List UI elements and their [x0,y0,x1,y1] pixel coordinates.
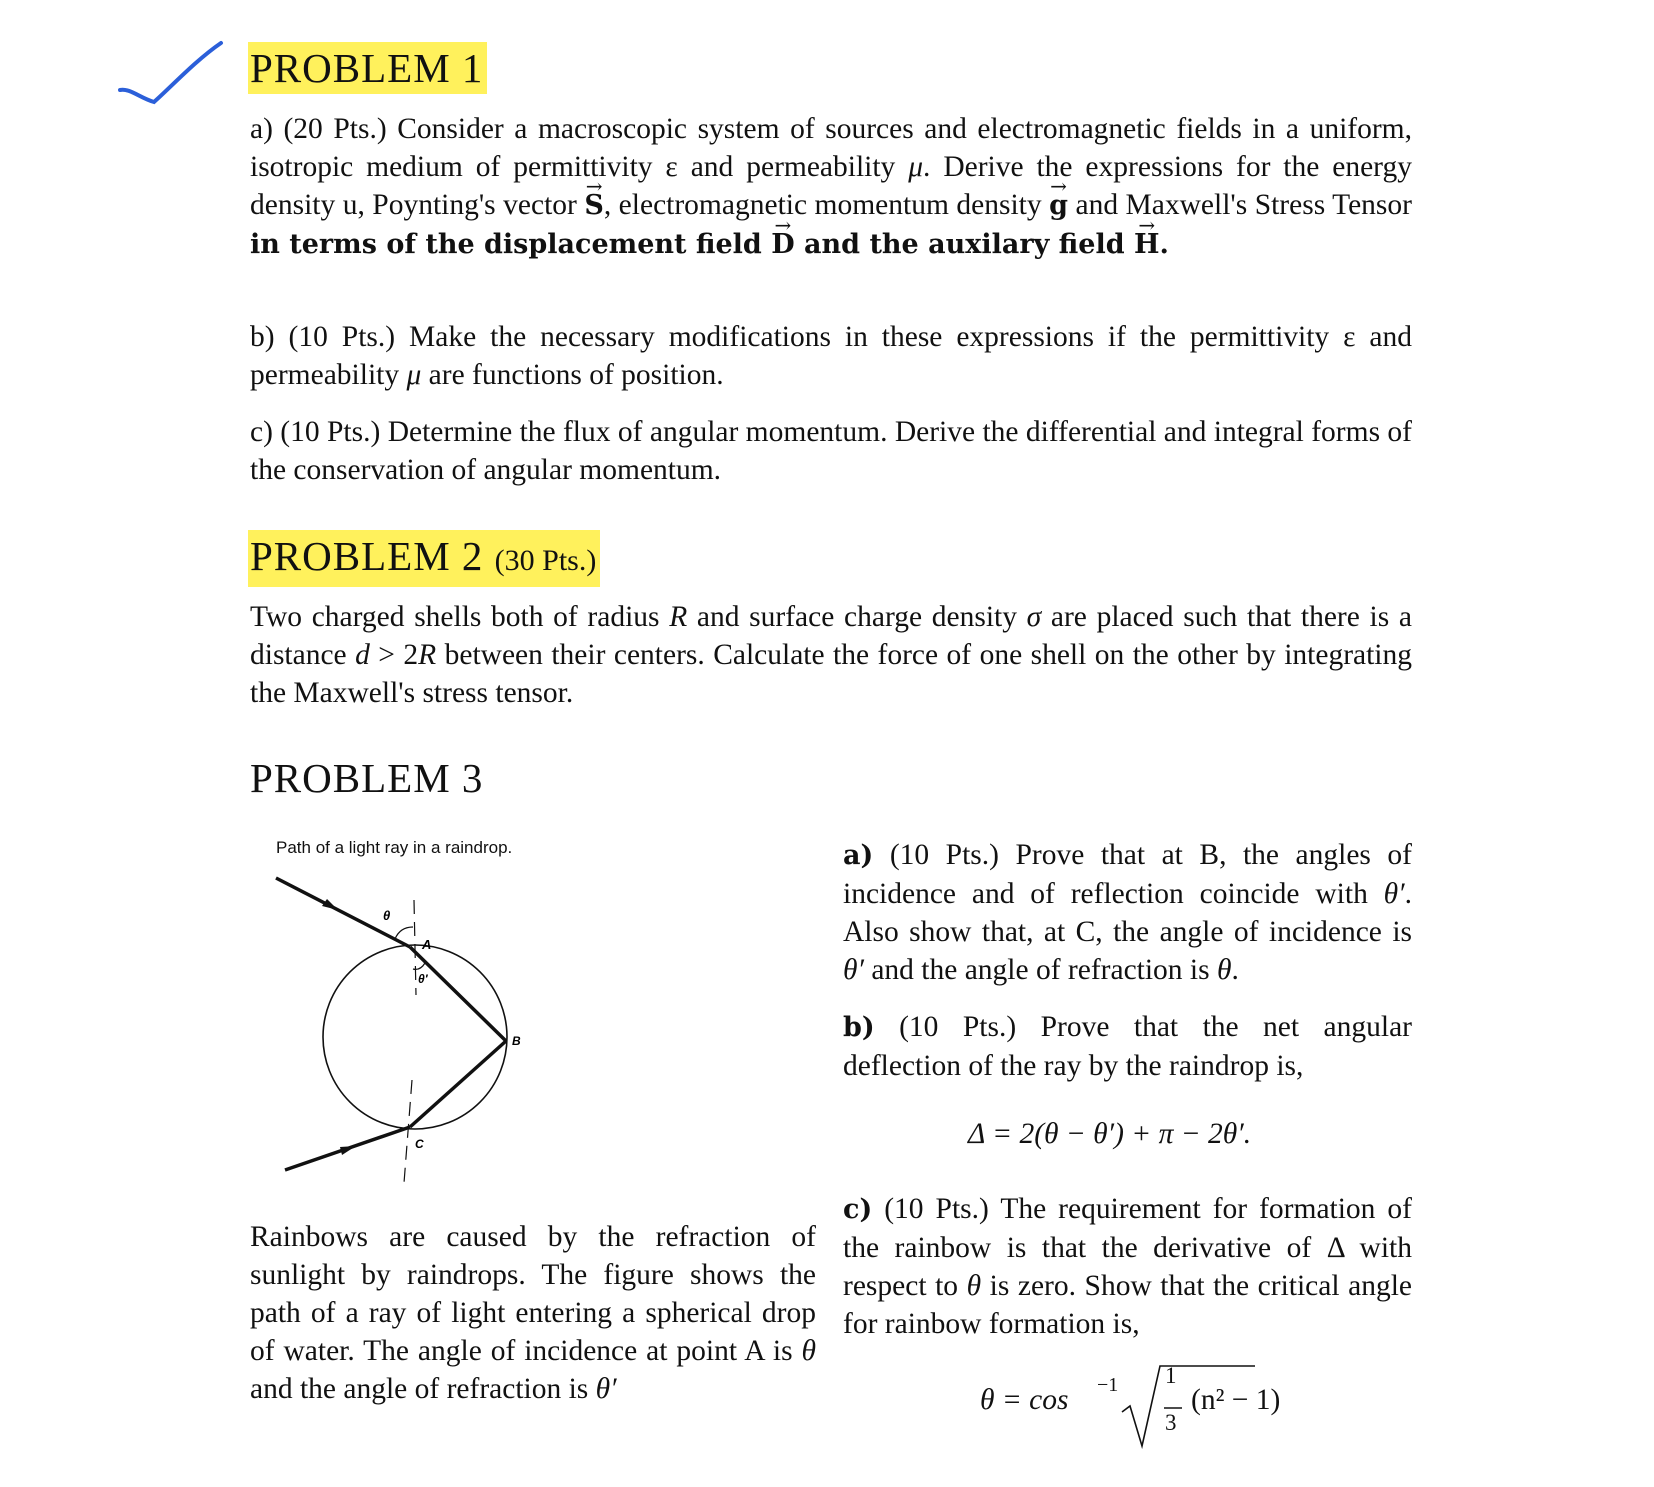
ray-b-to-c [410,1041,506,1127]
critical-angle-equation [980,1363,1300,1452]
problem-1-heading: PROBLEM 1 [248,42,487,94]
problem-3-intro-text: Rainbows are caused by the refraction of sunlight by raindrops. The figure shows the path of a ray of light entering a spherical drop of water. The angle of incidence at point A is θ and the angle of refraction is θ′ [250,1221,816,1405]
outgoing-arrow-icon [340,1146,356,1155]
label-c: C [415,1137,424,1151]
problem-1b-text: b) (10 Pts.) Make the necessary modifications in these expressions if the permittivity ε and permeability μ are functions of position. [250,321,1413,391]
figure-caption: Path of a light ray in a raindrop. [276,838,513,857]
ray-a-to-b [410,947,506,1041]
problem-2-points: (30 Pts.) [494,544,597,577]
problem-2-heading: PROBLEM 2 (30 Pts.) [248,530,600,587]
label-a: A [422,937,432,952]
fraction-numerator: 1 [1165,1363,1177,1388]
problem-2-text: Two charged shells both of radius R and surface charge density σ are placed such that there is a distance d > 2R between their centers. Calculate the force of one shell on the other by integrating the Maxwell's stress tensor. [250,601,1413,709]
fraction-denominator: 3 [1165,1410,1177,1435]
problem-1a-text: a) (20 Pts.) Consider a macroscopic system of sources and electromagnetic fields in a uniform, isotropic medium of permittivity ε and permeability μ. Derive the expressions for the energy density u, Poynting's vector → S, electromagnetic momentum density → g and Maxwell's Stress Tensor in terms of the displacement field → D and the auxilary field → H. [250,110,1412,264]
problem-3c-text: c) (10 Pts.) The requirement for formation of the rainbow is that the derivative of Δ with respect to θ is zero. Show that the critical angle for rainbow formation is, [843,1193,1413,1340]
equation-exponent: −1 [1097,1374,1119,1396]
label-b: B [512,1034,521,1048]
theta-arc [395,927,413,939]
normal-at-c [404,1080,412,1183]
equation-lhs: θ = cos [980,1384,1069,1416]
problem-3-heading: PROBLEM 3 [250,755,484,801]
check-mark-icon [118,38,228,108]
problem-1c-text: c) (10 Pts.) Determine the flux of angular momentum. Derive the differential and integral forms of the conservation of angular momentum. [250,416,1413,486]
equation-rest: (n² − 1) [1191,1384,1281,1416]
normal-at-a [414,900,416,995]
incoming-arrow-icon [322,899,338,910]
deflection-equation: Δ = 2(θ − θ′) + π − 2θ′. [968,1118,1252,1150]
label-theta-prime: θ′ [418,972,428,986]
label-theta: θ [383,908,391,923]
raindrop-figure [270,865,550,1185]
problem-3b-text: b) (10 Pts.) Prove that the net angular deflection of the ray by the raindrop is, [843,1011,1412,1082]
problem-3a-text: a) (10 Pts.) Prove that at B, the angles of incidence and of reflection coincide with θ′. Also show that, at C, the angle of incidence is θ′ and the angle of refraction is θ. [843,839,1412,986]
